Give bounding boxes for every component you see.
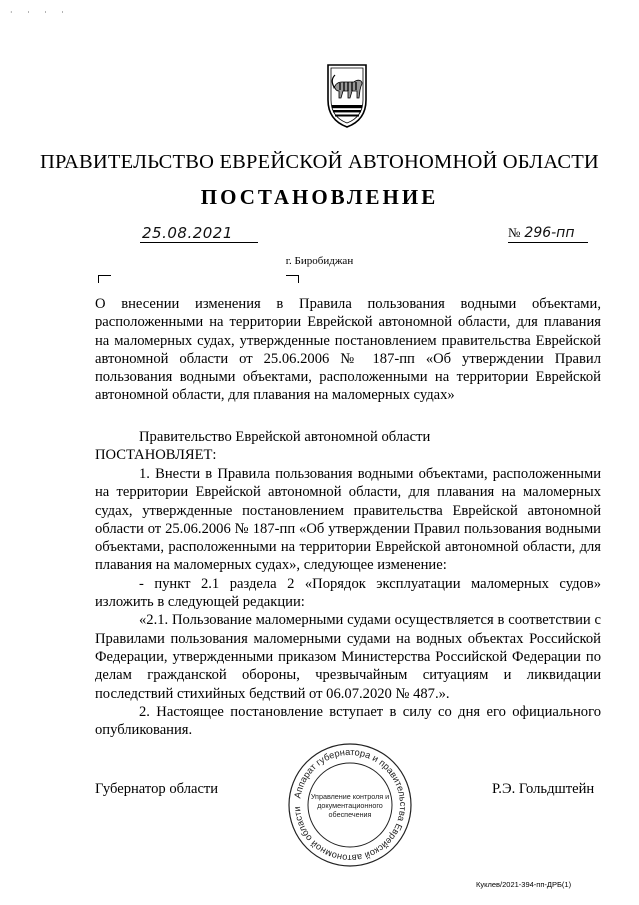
government-title: ПРАВИТЕЛЬСТВО ЕВРЕЙСКОЙ АВТОНОМНОЙ ОБЛАСТИ — [40, 151, 599, 173]
subject-corner-right — [286, 275, 299, 283]
coat-of-arms-icon — [326, 60, 368, 130]
item-2: 2. Настоящее постановление вступает в силу со дня его официального опубликования. — [95, 703, 601, 739]
number-sign: № — [508, 225, 521, 240]
intro-block — [95, 428, 601, 465]
document-type-title: ПОСТАНОВЛЕНИЕ — [200, 185, 439, 209]
subject-text: О внесении изменения в Правила пользования водными объектами, расположенными на территории Еврейской автономной области, для плавания на маломерных судах, утвержденные постановлением правительства Еврейской автономной области от 25.06.2006 № 187-пп «Об утверждении Правил пользования водными объектами, расположенными на территории Еврейской автономной области, для плавания на маломерных судах» — [95, 296, 601, 404]
subject-corner-left — [98, 275, 111, 283]
stamp-line-3: обеспечения — [328, 810, 372, 819]
scan-noise: · · · · — [10, 8, 70, 17]
intro-line: Правительство Еврейской автономной области — [139, 429, 431, 445]
item-1-sub: - пункт 2.1 раздела 2 «Порядок эксплуатации маломерных судов» изложить в следующей редакции: — [95, 575, 601, 611]
item-1-quote: «2.1. Пользование маломерными судами осуществляется в соответствии с Правилами пользования маломерными судами на водных объектах Российской Федерации, утвержденными приказом Министерства Российской Федерации по делам гражданской обороны, чрезвычайным ситуациям и ликвидации последствий стихийных бедствий от 06.07.2020 № 487.». — [95, 612, 601, 702]
document-date: 25.08.2021 — [140, 224, 258, 243]
stamp-ring-text: Аппарат губернатора и правительства Еврейской автономной области — [291, 746, 409, 864]
official-stamp — [286, 741, 414, 869]
signatory-position: Губернатор области — [95, 781, 219, 797]
body-block — [95, 465, 601, 739]
stamp-line-1: Управление контроля и — [310, 792, 390, 801]
document-reference: Куклев/2021-394-пп-ДРБ(1) — [476, 880, 572, 889]
stamp-line-2: документационного — [317, 801, 383, 810]
subject-block — [95, 295, 601, 405]
signatory-name: Р.Э. Гольдштейн — [492, 781, 595, 797]
document-number — [508, 224, 588, 243]
resolves-line: ПОСТАНОВЛЯЕТ: — [95, 447, 217, 464]
city-line: г. Биробиджан — [285, 255, 354, 267]
number-value: 296-пп — [524, 225, 575, 241]
item-1: 1. Внести в Правила пользования водными объектами, расположенными на территории Еврейской автономной области, для плавания на маломерных судах, утвержденные постановлением правительства Еврейской автономной области от 25.06.2006 № 187-пп «Об утверждении Правил пользования водными объектами, расположенными на территории Еврейской автономной области, для плавания на маломерных судах», следующее изменение: — [95, 466, 601, 574]
